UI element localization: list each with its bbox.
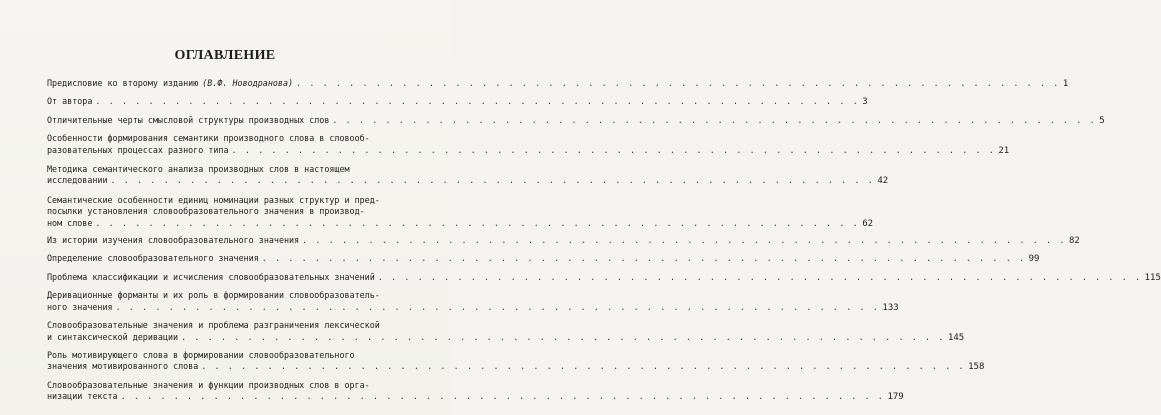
toc-entry [47, 164, 889, 188]
toc-entry [47, 271, 1161, 284]
toc-entry [47, 349, 985, 374]
toc-entry-title: низации текста [47, 391, 118, 402]
page-number: 179 [887, 392, 904, 403]
dot-leader: . . . . . . . . . . . . . . . . . . . . . . . . . . . . . . . . . . . . . . . . . . . . . . . . . . . . . . . . . . [95, 217, 860, 228]
dot-leader: . . . . . . . . . . . . . . . . . . . . . . . . . . . . . . . . . . . . . . . . . . . . . . . . . . . . . . . . . . [332, 114, 1097, 125]
toc-entry-line: Роль мотивирующего слова в формировании словообразовательного [47, 349, 355, 360]
toc-entry [47, 253, 1040, 265]
dot-leader: . . . . . . . . . . . . . . . . . . . . . . . . . . . . . . . . . . . . . . . . . . . . . . . . . . . . . . . . . . [201, 361, 966, 372]
toc-entry-line: Словообразовательные значения и функции производных слов в орга- [47, 379, 370, 390]
page-number: 3 [862, 97, 868, 108]
toc-entry [47, 114, 1105, 127]
toc-entry [47, 133, 1010, 157]
dot-leader: . . . . . . . . . . . . . . . . . . . . . . . . . . . . . . . . . . . . . . . . . . . . . . . . . . . . . . . . . . [120, 391, 885, 402]
dot-leader: . . . . . . . . . . . . . . . . . . . . . . . . . . . . . . . . . . . . . . . . . . . . . . . . . . . . . . . . . . [296, 78, 1060, 88]
dot-leader: . . . . . . . . . . . . . . . . . . . . . . . . . . . . . . . . . . . . . . . . . . . . . . . . . . . . . . . . . . [110, 175, 875, 186]
toc-entry [47, 235, 1080, 247]
page-number: 62 [862, 218, 874, 229]
toc-entry-title: Предисловие ко второму изданию [47, 78, 199, 88]
page-number: 115 [1144, 272, 1161, 283]
dot-leader: . . . . . . . . . . . . . . . . . . . . . . . . . . . . . . . . . . . . . . . . . . . . . . . . . . . . . . . . . . [377, 271, 1142, 282]
toc-entry-author: (В.Ф. Новодранова) [202, 78, 294, 88]
toc-entry [47, 96, 868, 108]
toc-entry-line: Деривационные форманты и их роль в формировании словообразователь- [47, 290, 380, 301]
toc-entry-title: значения мотивированного слова [47, 361, 199, 372]
toc-entry [47, 320, 965, 344]
table-of-contents [47, 78, 1161, 404]
page-number: 5 [1099, 115, 1105, 126]
toc-entry-title: ном слове [47, 217, 93, 228]
toc-entry-title: Из истории изучения словообразовательного значения [47, 235, 300, 246]
page-number: 21 [998, 145, 1010, 156]
toc-entry-title: и синтаксической деривации [47, 331, 179, 342]
toc-entry-title: Определение словообразовательного значения [47, 253, 259, 264]
page-number: 145 [947, 332, 965, 343]
page-number: 99 [1028, 254, 1040, 265]
dot-leader: . . . . . . . . . . . . . . . . . . . . . . . . . . . . . . . . . . . . . . . . . . . . . . . . . . . . . . . . . . [261, 253, 1026, 264]
toc-entry-line: Словообразовательные значения и проблема разграничения лексической [47, 320, 380, 331]
toc-entry [47, 379, 904, 404]
toc-entry-title: разовательных процессах разного типа [47, 144, 229, 155]
dot-leader: . . . . . . . . . . . . . . . . . . . . . . . . . . . . . . . . . . . . . . . . . . . . . . . . . . . . . . . . . . [302, 235, 1066, 246]
page-number: 82 [1068, 236, 1080, 247]
page-number: 1 [1062, 79, 1069, 89]
page-number: 158 [968, 362, 985, 373]
toc-entry [47, 78, 1069, 90]
toc-entry-line: Семантические особенности единиц номинации разных структур и пред- [47, 194, 380, 205]
toc-entry-line: посылки установления словообразовательного значения в производ- [47, 206, 365, 217]
dot-leader: . . . . . . . . . . . . . . . . . . . . . . . . . . . . . . . . . . . . . . . . . . . . . . . . . . . . . . . . . . [181, 331, 945, 342]
toc-entry-title: Проблема классификации и исчисления словообразовательных значений [47, 271, 375, 282]
page-number: 133 [882, 302, 899, 313]
toc-entry-title: исследовании [47, 175, 108, 186]
toc-entry-title: ного значения [47, 301, 113, 312]
toc-entry-title: От автора [47, 96, 93, 107]
toc-entry-line: Методика семантического анализа производных слов в настоящем [47, 164, 350, 175]
toc-entry-line: Особенности формирования семантики производного слова в словооб- [47, 133, 370, 144]
dot-leader: . . . . . . . . . . . . . . . . . . . . . . . . . . . . . . . . . . . . . . . . . . . . . . . . . . . . . . . . . . [115, 301, 880, 312]
toc-entry-title: Отличительные черты смысловой структуры производных слов [47, 114, 330, 125]
dot-leader: . . . . . . . . . . . . . . . . . . . . . . . . . . . . . . . . . . . . . . . . . . . . . . . . . . . . . . . . . . [231, 144, 996, 155]
dot-leader: . . . . . . . . . . . . . . . . . . . . . . . . . . . . . . . . . . . . . . . . . . . . . . . . . . . . . . . . . . [95, 96, 860, 107]
toc-entry [47, 194, 874, 230]
page-title: ОГЛАВЛЕНИЕ [174, 48, 276, 63]
page-number: 42 [877, 176, 889, 187]
toc-entry [47, 290, 899, 314]
